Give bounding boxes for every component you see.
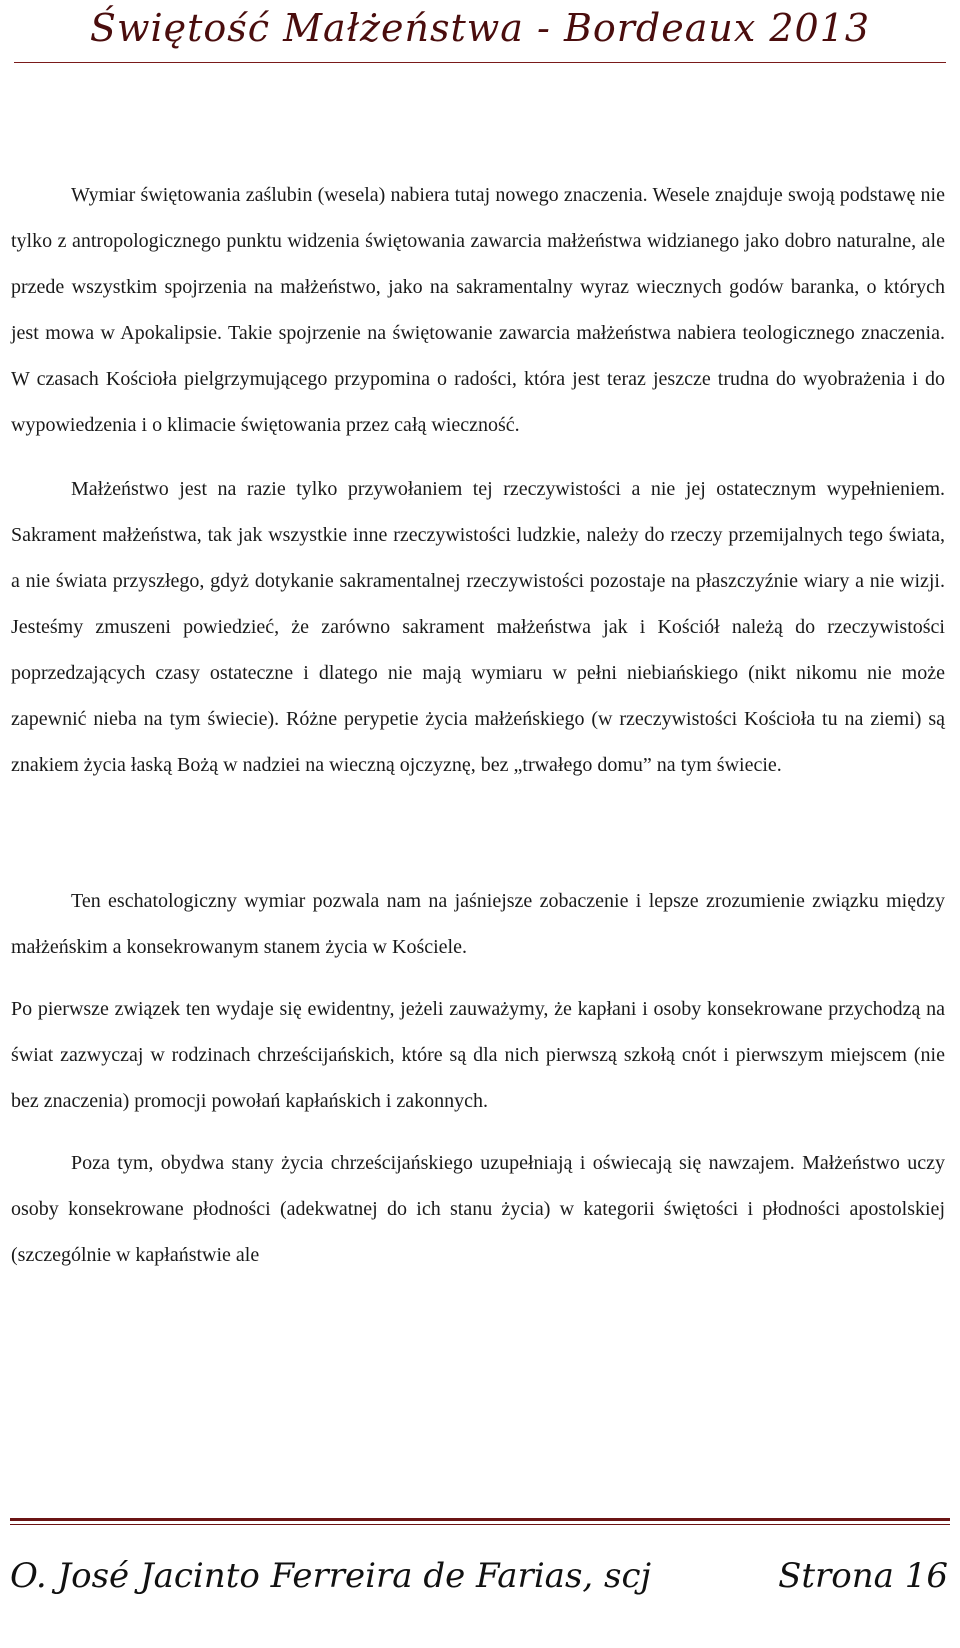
footer-author: O. José Jacinto Ferreira de Farias, scj [10, 1556, 652, 1596]
paragraph-2: Małżeństwo jest na razie tylko przywołaniem tej rzeczywistości a nie jej ostatecznym wypełnieniem. Sakrament małżeństwa, tak jak wszystkie inne rzeczywistości ludzkie, należy do rzeczy przemijalnych tego świata, a nie świata przyszłego, gdyż dotykanie sakramentalnej rzeczywistości pozostaje na płaszczyźnie wiary a nie wizji. Jesteśmy zmuszeni powiedzieć, że zarówno sakrament małżeństwa jak i Kościół należą do rzeczywistości poprzedzających czasy ostateczne i dlatego nie mają wymiaru w pełni niebiańskiego (nikt nikomu nie może zapewnić nieba na tym świecie). Różne perypetie życia małżeńskiego (w rzeczywistości Kościoła tu na ziemi) są znakiem życia łaską Bożą w nadziei na wieczną ojczyznę, bez „trwałego domu” na tym świecie. [11, 478, 945, 776]
paragraph-3: Ten eschatologiczny wymiar pozwala nam na jaśniejsze zobaczenie i lepsze zrozumienie związku między małżeńskim a konsekrowanym stanem życia w Kościele. [11, 890, 945, 958]
page-number: Strona 16 [778, 1556, 948, 1596]
paragraph-1: Wymiar świętowania zaślubin (wesela) nabiera tutaj nowego znaczenia. Wesele znajduje swoją podstawę nie tylko z antropologicznego punktu widzenia świętowania zawarcia małżeństwa widzianego jako dobro naturalne, ale przede wszystkim spojrzenia na małżeństwo, jako na sakramentalny wyraz wiecznych godów baranka, o których jest mowa w Apokalipsie. Takie spojrzenie na świętowanie zawarcia małżeństwa nabiera teologicznego znaczenia. W czasach Kościoła pielgrzymującego przypomina o radości, która jest teraz jeszcze trudna do wyobrażenia i do wypowiedzenia i o klimacie świętowania przez całą wieczność. [11, 184, 945, 436]
paragraph-4: Po pierwsze związek ten wydaje się ewidentny, jeżeli zauważymy, że kapłani i osoby konsekrowane przychodzą na świat zazwyczaj w rodzinach chrześcijańskich, które są dla nich pierwszą szkołą cnót i pierwszym miejscem (nie bez znaczenia) promocji powołań kapłańskich i zakonnych. [11, 998, 945, 1112]
paragraph-5: Poza tym, obydwa stany życia chrześcijańskiego uzupełniają i oświecają się nawzajem. Małżeństwo uczy osoby konsekrowane płodności (adekwatnej do ich stanu życia) w kategorii świętości i płodności apostolskiej (szczególnie w kapłaństwie ale [11, 1152, 945, 1266]
footer-divider-thin [10, 1524, 950, 1525]
document-body [11, 172, 945, 1278]
page-header [0, 0, 960, 80]
header-divider [14, 62, 946, 63]
footer-divider-thick [10, 1518, 950, 1521]
header-title: Świętość Małżeństwa - Bordeaux 2013 [89, 6, 871, 50]
